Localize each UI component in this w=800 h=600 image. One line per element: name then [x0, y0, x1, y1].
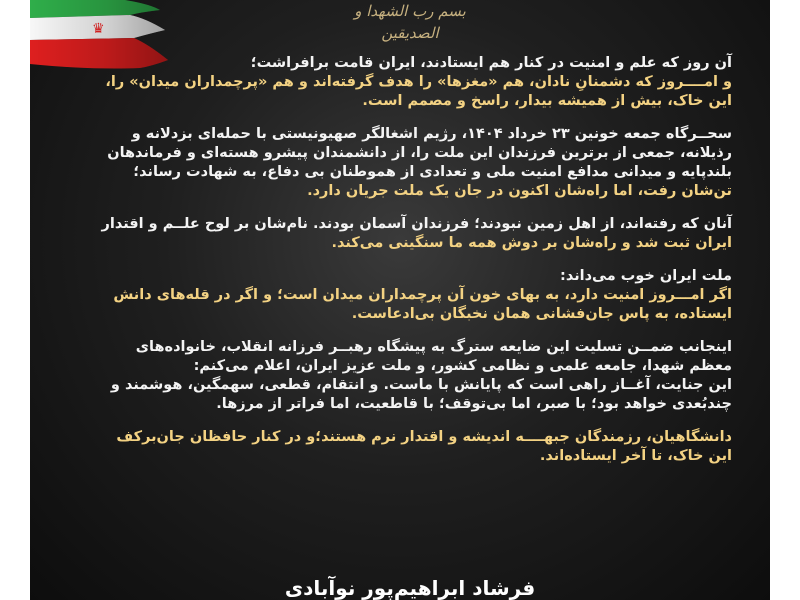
- paragraph: [60, 267, 732, 324]
- text-line: ملت ایران خوب می‌داند:: [560, 268, 732, 284]
- text-line: بلندپایه و میدانی مدافع امنیت ملی و تعدادی از هموطنان بی دفاع، به شهادت رساند؛: [133, 164, 732, 180]
- text-line: رذیلانه، جمعی از برترین فرزندان این ملت را، از دانشمندان پیشرو هسته‌ای و فرماندهان: [107, 145, 732, 161]
- bismillah-calligraphy: بسم رب الشهدا و الصدیقین: [354, 2, 466, 42]
- text-line: اینجانب ضمــن تسلیت این ضایعه سترگ به پیشگاه رهبــر فرزانه انقلاب، خانواده‌های: [135, 339, 732, 355]
- memorial-poster: [30, 0, 770, 600]
- text-line: تن‌شان رفت، اما راه‌شان اکنون در جان یک ملت جریان دارد.: [307, 183, 732, 199]
- paragraph: [60, 215, 732, 253]
- statement-body: [60, 54, 732, 480]
- text-line: آن روز که علم و امنیت در کنار هم ایستادند، ایران قامت برافراشت؛: [250, 55, 732, 71]
- text-line: این جنایت، آغــاز راهی است که پایانش با ماست. و انتقام، قطعی، سهمگین، هوشمند و: [110, 377, 732, 393]
- text-line: سحــرگاه جمعه خونین ۲۳ خرداد ۱۴۰۴، رژیم اشغالگر صهیونیستی با حمله‌ای بزدلانه و: [131, 126, 732, 142]
- text-line: دانشگاهیان، رزمندگان جبهــــه اندیشه و اقتدار نرم هستند؛و در کنار حافظان جان‌برکف: [116, 429, 732, 445]
- text-line: و امــــروز که دشمنانِ نادان، هم «مغزها» را هدف گرفته‌اند و هم «پرچمداران میدان» را،: [105, 74, 732, 90]
- text-line: چندبُعدی خواهد بود؛ با صبر، اما بی‌توقف؛ با قاطعیت، اما فراتر از مرزها.: [216, 396, 732, 412]
- text-line: اگر امـــروز امنیت دارد، به بهای خون آن پرچمداران میدان است؛ و اگر در قله‌های دانش: [113, 287, 732, 303]
- svg-text:♛: ♛: [92, 21, 105, 37]
- text-line: آنان که رفته‌اند، از اهل زمین نبودند؛ فرزندان آسمان بودند. نام‌شان بر لوح علــم و اقتدار: [101, 216, 732, 232]
- text-line: ایران ثبت شد و راه‌شان بر دوش همه ما سنگینی می‌کند.: [331, 235, 732, 251]
- text-line: ایستاده، به پاس جان‌فشانی همان نخبگان بی‌ادعاست.: [351, 306, 732, 322]
- text-line: این خاک، بیش از همیشه بیدار، راسخ و مصمم است.: [362, 93, 732, 109]
- text-line: معظم شهدا، جامعه علمی و نظامی کشور، و ملت عزیز ایران، اعلام می‌کنم:: [193, 358, 732, 374]
- paragraph: [60, 428, 732, 466]
- paragraph: [60, 338, 732, 414]
- paragraph: [60, 54, 732, 111]
- text-line: این خاک، تا آخر ایستاده‌اند.: [539, 448, 732, 464]
- paragraph: [60, 125, 732, 201]
- signature: فرشاد ابراهیم‌پور نوآبادی: [284, 576, 536, 600]
